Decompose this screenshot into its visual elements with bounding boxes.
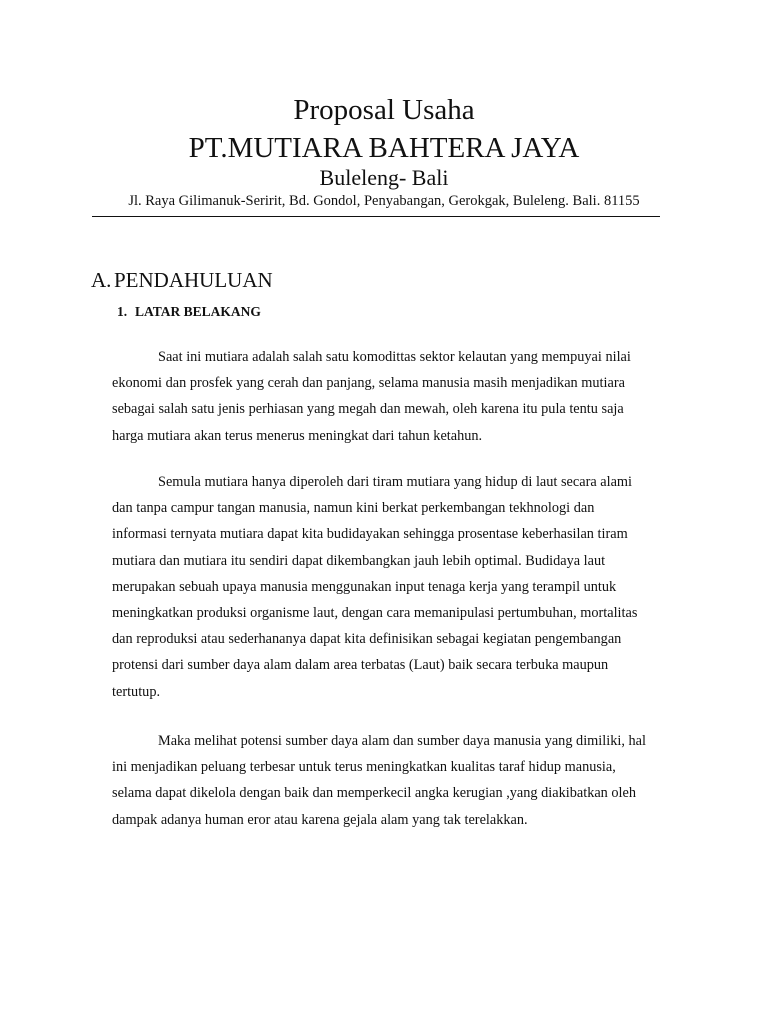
paragraph-line: merupakan sebuah upaya manusia menggunakan input tenaga kerja yang terampil untuk <box>112 578 617 595</box>
subsection-heading <box>117 303 261 321</box>
paragraph-line: harga mutiara akan terus menerus meningkat dari tahun ketahun. <box>112 427 483 444</box>
paragraph-line: selama dapat dikelola dengan baik dan memperkecil angka kerugian ,yang diakibatkan oleh <box>112 785 637 802</box>
paragraph-line: dan reproduksi atau sederhananya dapat kita definisikan sebagai kegiatan pengembangan <box>112 631 622 648</box>
paragraph-line: sebagai salah satu jenis perhiasan yang megah dan mewah, oleh karena itu pula tentu saja <box>112 401 624 418</box>
subsection-marker: 1. <box>117 304 128 319</box>
paragraph-line: dampak adanya human eror atau karena gejala alam yang tak terelakkan. <box>112 811 528 828</box>
company-location: Buleleng- Bali <box>319 165 449 190</box>
paragraph-line: dan tanpa campur tangan manusia, namun kini berkat perkembangan tekhnologi dan <box>112 500 595 517</box>
paragraph-2 <box>112 469 672 705</box>
paragraph-1 <box>112 344 672 449</box>
header-divider <box>92 216 660 217</box>
paragraph-line: informasi ternyata mutiara dapat kita budidayakan sehingga prosentase keberhasilan tiram <box>112 526 628 543</box>
section-title: PENDAHULUAN <box>114 268 273 292</box>
paragraph-3 <box>112 728 672 833</box>
paragraph-line: mutiara dan mutiara itu sendiri dapat dikembangkan jauh lebih optimal. Budidaya laut <box>112 552 606 569</box>
paragraph-line: tertutup. <box>112 683 161 700</box>
paragraph-line: ini menjadikan peluang terbesar untuk terus meningkatkan kualitas taraf hidup manusia, <box>112 759 616 776</box>
paragraph-line: Maka melihat potensi sumber daya alam dan sumber daya manusia yang dimiliki, hal <box>158 733 646 749</box>
document-title: Proposal Usaha <box>293 94 475 126</box>
paragraph-line: Saat ini mutiara adalah salah satu komodittas sektor kelautan yang mempuyai nilai <box>158 349 631 365</box>
section-heading <box>91 267 273 293</box>
company-address: Jl. Raya Gilimanuk-Seririt, Bd. Gondol, Penyabangan, Gerokgak, Buleleng. Bali. 81155 <box>128 193 640 209</box>
paragraph-line: protensi dari sumber daya alam dalam area terbatas (Laut) baik secara terbuka maupun <box>112 657 609 674</box>
paragraph-line: ekonomi dan prosfek yang cerah dan panjang, selama manusia masih menjadikan mutiara <box>112 375 625 392</box>
paragraph-line: meningkatkan produksi organisme laut, dengan cara memanipulasi pertumbuhan, mortalitas <box>112 604 638 621</box>
subsection-title: LATAR BELAKANG <box>135 304 261 319</box>
paragraph-line: Semula mutiara hanya diperoleh dari tiram mutiara yang hidup di laut secara alami <box>158 474 633 490</box>
section-marker: A. <box>91 268 112 292</box>
company-name: PT.MUTIARA BAHTERA JAYA <box>188 132 580 164</box>
